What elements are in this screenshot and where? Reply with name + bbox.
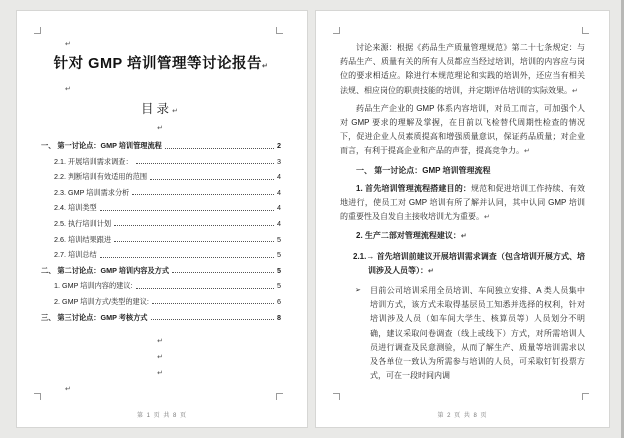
paragraph-mark: ↵ [524, 148, 530, 156]
bullet-paragraph[interactable]: ➢ 目前公司培训采用全员培训、车间独立安排、A 类人员集中培训方式，该方式未取得基层员工知悉并选择的权利，针对培训涉及人员（如车间大学生、核算员等）人员划分不明确，建议采取问卷调查（线上或线下）方式，对所需培训人员进行调查及民意测验，从而了解生产、质量等培训需求以及各单位一致认为所需参与培训的人员，可采取钉钉投票方式，可在一段时间内调 [355, 286, 585, 381]
text-boundary-mark [582, 393, 589, 400]
page-footer: 第 2 页 共 8 页 [437, 413, 488, 419]
dot-leader [114, 225, 274, 226]
paragraph-mark: ↵ [172, 108, 181, 115]
paragraph[interactable]: 药品生产企业的 GMP 体系内容培训，对员工而言，可加强个人对 GMP 要求的理解及掌握，在目前以飞检替代周期性检查的情况下，促进企业人员素质提高和增强质量意识，保证药品质量；对企业而言，有利于提高企业和产品的声誉，提高竞争力。↵ [340, 103, 585, 156]
toc-entry[interactable]: 2.2. 判断培训有效适用的范围 4 [54, 172, 281, 182]
text-boundary-mark [276, 27, 283, 34]
dot-leader [132, 194, 274, 195]
page-footer: 第 1 页 共 8 页 [136, 413, 187, 419]
paragraph-mark: ↵ [157, 353, 163, 361]
paragraph-mark: ↵ [572, 87, 578, 95]
paragraph-mark: ↵ [157, 369, 163, 377]
section-heading[interactable]: 一、 第一讨论点：GMP 培训管理流程 [356, 165, 491, 175]
paragraph-mark: ↵ [484, 214, 490, 222]
paragraph-mark: ↵ [157, 337, 163, 345]
text-boundary-mark [34, 393, 41, 400]
dot-leader [165, 148, 274, 149]
empty-paragraph[interactable] [65, 37, 281, 48]
toc-entry[interactable]: 2.4. 培训类型 4 [54, 203, 281, 213]
paragraph[interactable]: 讨论来源：根据《药品生产质量管理规范》第二十七条规定：与药品生产、质量有关的所有人员都应当经过培训，培训的内容应与岗位的要求相适应。除进行本规范理论和实践的培训外，还应当有相关法规、相应岗位的职责技能的培训，并定期评估培训的实际效果。↵ [340, 43, 585, 95]
toc-entry[interactable]: 三、 第三讨论点：GMP 考核方式 8 [41, 312, 281, 322]
text-boundary-mark [276, 393, 283, 400]
dot-leader [150, 179, 274, 180]
empty-paragraph[interactable] [65, 121, 255, 132]
dot-leader [136, 163, 274, 164]
document-page-2[interactable] [315, 10, 610, 428]
dot-leader [100, 210, 274, 211]
paragraph-mark: ↵ [460, 233, 467, 241]
table-of-contents [41, 141, 281, 322]
dot-leader [136, 288, 274, 289]
empty-paragraph[interactable] [65, 82, 281, 93]
document-page-1[interactable] [16, 10, 308, 428]
paragraph-mark: ↵ [157, 125, 163, 132]
toc-entry[interactable]: 2.6. 培训结果跟进 5 [54, 234, 281, 244]
dot-leader [114, 241, 274, 242]
toc-entry[interactable]: 2.3. GMP 培训需求分析 4 [54, 187, 281, 197]
toc-entry[interactable]: 2.7. 培训总结 5 [54, 250, 281, 260]
toc-entry[interactable]: 2. GMP 培训方式/类型的建议: 6 [54, 296, 281, 306]
toc-heading[interactable]: 目录↵ [141, 102, 181, 116]
dot-leader [151, 319, 275, 320]
toc-entry[interactable]: 二、 第二讨论点：GMP 培训内容及方式 5 [41, 265, 281, 275]
toc-entry[interactable]: 1. GMP 培训内容的建议: 5 [54, 281, 281, 291]
text-boundary-mark [582, 27, 589, 34]
toc-entry[interactable]: 2.1. 开展培训需求调查： 3 [54, 156, 281, 166]
text-boundary-mark [333, 393, 340, 400]
document-title[interactable]: 针对 GMP 培训管理等讨论报告↵ [53, 56, 269, 72]
paragraph-mark: ↵ [65, 86, 71, 93]
text-boundary-mark [34, 27, 41, 34]
sub-heading[interactable]: 2. 生产二部对管理流程建议：↵ [356, 231, 467, 241]
empty-paragraph[interactable] [65, 382, 281, 393]
toc-entry[interactable]: 一、 第一讨论点：GMP 培训管理流程 2 [41, 141, 281, 150]
paragraph-mark: ↵ [261, 63, 269, 70]
sub-heading[interactable]: 2.1.→ 首先培训前建议开展培训需求调查（包含培训开展方式、培训涉及人员等）：↵ [353, 251, 585, 275]
toc-entry[interactable]: 2.5. 执行培训计划 4 [54, 218, 281, 228]
dot-leader [100, 257, 274, 258]
paragraph-mark: ↵ [65, 385, 71, 393]
arrow-bullet-icon: ➢ [355, 287, 361, 295]
trailing-paragraphs [41, 334, 281, 393]
paragraph[interactable]: 1. 首先培训管理流程搭建目的：规范和促进培训工作持续、有效地进行，使员工对 GMP 培训有所了解并认同，其中认同 GMP 培训的重要性及自发自主接收培训尤为重要。↵ [340, 183, 586, 222]
dot-leader [152, 303, 274, 304]
dot-leader [172, 272, 274, 273]
empty-paragraph[interactable] [65, 334, 255, 345]
paragraph-mark: ↵ [428, 267, 434, 275]
text-boundary-mark [333, 27, 340, 34]
empty-paragraph[interactable] [65, 350, 255, 361]
paragraph-mark: ↵ [65, 41, 71, 48]
empty-paragraph[interactable] [65, 366, 255, 377]
